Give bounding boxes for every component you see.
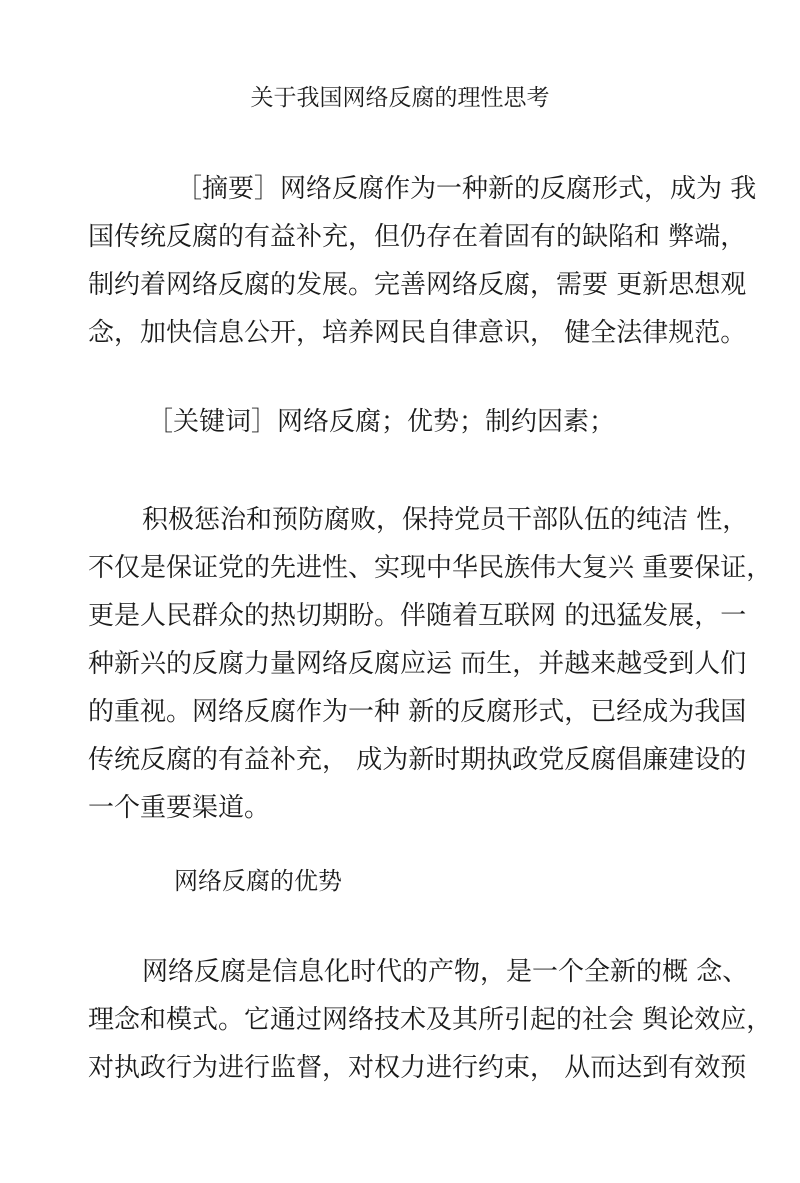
abstract-line: 念，加快信息公开，培养网民自律意识， 健全法律规范。: [88, 318, 747, 348]
keywords-line: ［关键词］网络反腐；优势；制约因素；: [147, 407, 616, 437]
paragraph-line: 对执政行为进行监督，对权力进行约束， 从而达到有效预: [88, 1053, 747, 1083]
paragraph-line: 更是人民群众的热切期盼。伴随着互联网 的迅猛发展，一: [88, 601, 747, 631]
paragraph-line: 一个重要渠道。: [88, 793, 271, 823]
document-title: 关于我国网络反腐的理性思考: [250, 85, 550, 111]
paragraph-line: 理念和模式。它通过网络技术及其所引起的社会 舆论效应，: [88, 1005, 773, 1035]
paragraph-line: 积极惩治和预防腐败，保持党员干部队伍的纯洁 性，: [142, 505, 749, 535]
paragraph-line: 不仅是保证党的先进性、实现中华民族伟大复兴 重要保证，: [88, 553, 773, 583]
abstract-line: 国传统反腐的有益补充，但仍存在着固有的缺陷和 弊端，: [88, 222, 747, 252]
section-heading: 网络反腐的优势: [174, 867, 342, 895]
abstract-line: ［摘要］网络反腐作为一种新的反腐形式，成为 我: [176, 174, 757, 204]
paragraph-line: 的重视。网络反腐作为一种 新的反腐形式，已经成为我国: [88, 697, 747, 727]
paragraph-line: 传统反腐的有益补充， 成为新时期执政党反腐倡廉建设的: [88, 745, 747, 775]
paragraph-line: 种新兴的反腐力量网络反腐应运 而生，并越来越受到人们: [88, 649, 747, 679]
paragraph-line: 网络反腐是信息化时代的产物，是一个全新的概 念、: [142, 957, 749, 987]
abstract-line: 制约着网络反腐的发展。完善网络反腐，需要 更新思想观: [88, 270, 747, 300]
